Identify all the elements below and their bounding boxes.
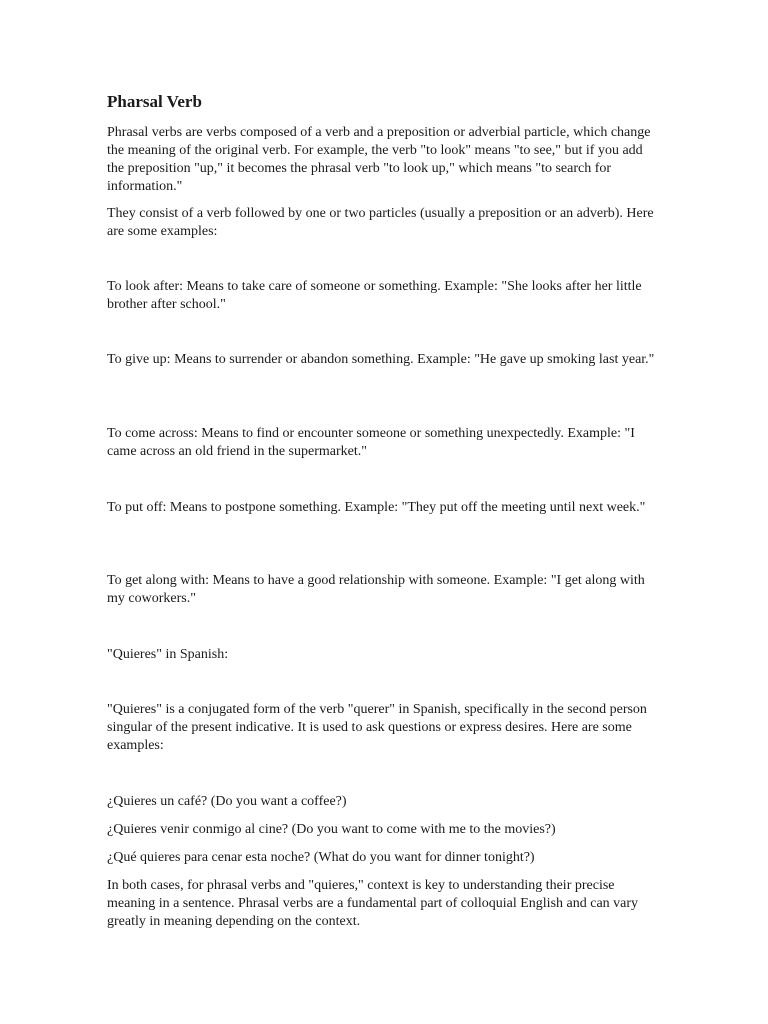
example-give-up: To give up: Means to surrender or abandon something. Example: "He gave up smoking last year." xyxy=(107,352,655,367)
paragraph-conclusion: In both cases, for phrasal verbs and "quieres," context is key to understanding their precise meaning in a sentence. Phrasal verbs are a fundamental part of colloquial English and can vary greatly in meaning depending on the context. xyxy=(107,878,639,929)
quieres-example-cine: ¿Quieres venir conmigo al cine? (Do you want to come with me to the movies?) xyxy=(107,822,556,837)
example-look-after: To look after: Means to take care of someone or something. Example: "She looks after her little brother after school." xyxy=(107,279,642,312)
paragraph-structure: They consist of a verb followed by one or two particles (usually a preposition or an adverb). Here are some examples: xyxy=(107,206,654,239)
example-come-across: To come across: Means to find or encounter someone or something unexpectedly. Example: "I came across an old friend in the supermarket." xyxy=(107,426,635,459)
document-title: Pharsal Verb xyxy=(107,92,202,111)
quieres-example-cafe: ¿Quieres un café? (Do you want a coffee?) xyxy=(107,794,347,809)
paragraph-intro: Phrasal verbs are verbs composed of a verb and a preposition or adverbial particle, which change the meaning of the original verb. For example, the verb "to look" means "to see," but if you add the preposition "up," it becomes the phrasal verb "to look up," which means "to search for information." xyxy=(107,125,651,194)
section-heading-quieres: "Quieres" in Spanish: xyxy=(107,647,229,662)
example-get-along-with: To get along with: Means to have a good relationship with someone. Example: "I get along with my coworkers." xyxy=(107,573,645,606)
paragraph-quieres-definition: "Quieres" is a conjugated form of the verb "querer" in Spanish, specifically in the second person singular of the present indicative. It is used to ask questions or express desires. Here are some examples: xyxy=(107,702,647,753)
quieres-example-cenar: ¿Qué quieres para cenar esta noche? (What do you want for dinner tonight?) xyxy=(107,850,535,865)
example-put-off: To put off: Means to postpone something. Example: "They put off the meeting until next week." xyxy=(107,500,646,515)
